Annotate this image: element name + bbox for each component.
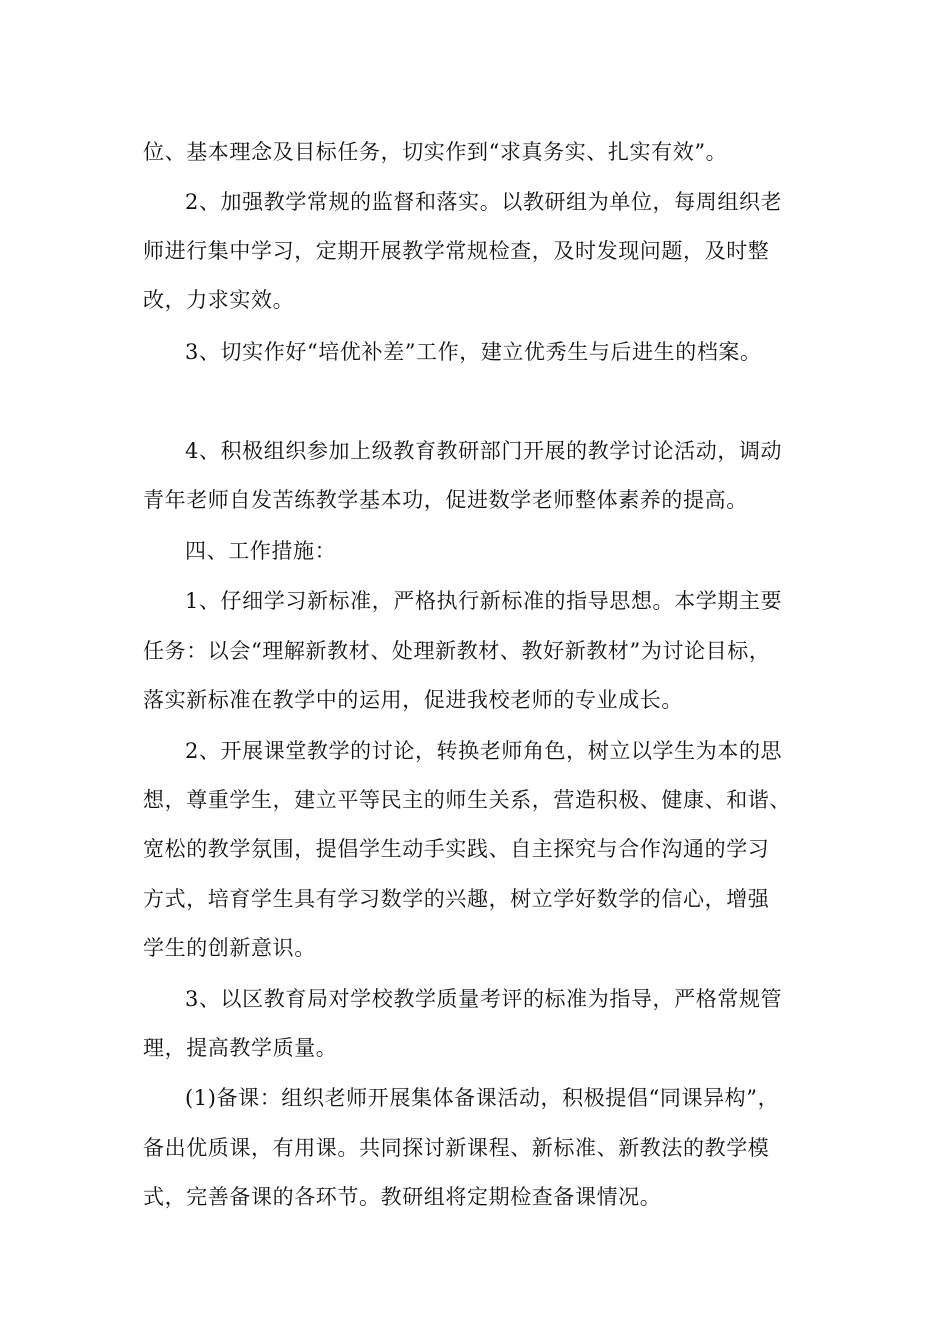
text-line: (1)备课：组织老师开展集体备课活动，积极提倡“同课异构”， bbox=[185, 1086, 780, 1110]
text-line: 落实新标准在教学中的运用，促进我校老师的专业成长。 bbox=[143, 688, 683, 712]
text-line: 备出优质课，有用课。共同探讨新课程、新标准、新教法的教学模 bbox=[143, 1136, 770, 1160]
text-line: 想，尊重学生，建立平等民主的师生关系，营造积极、健康、和谐、 bbox=[143, 788, 791, 812]
text-line: 1、仔细学习新标准，严格执行新标准的指导思想。本学期主要 bbox=[185, 589, 783, 613]
text-line: 理，提高教学质量。 bbox=[143, 1036, 338, 1060]
text-line: 学生的创新意识。 bbox=[143, 936, 316, 960]
text-line: 改，力求实效。 bbox=[143, 288, 295, 312]
section-heading: 四、工作措施： bbox=[185, 539, 337, 563]
text-line: 2、开展课堂教学的讨论，转换老师角色，树立以学生为本的思 bbox=[185, 739, 783, 763]
text-line: 任务：以会“理解新教材、处理新教材、教好新教材”为讨论目标， bbox=[143, 639, 771, 663]
text-line: 3、切实作好“培优补差”工作，建立优秀生与后进生的档案。 bbox=[185, 340, 762, 364]
text-line: 4、积极组织参加上级教育教研部门开展的教学讨论活动，调动 bbox=[185, 439, 783, 463]
text-line: 宽松的教学氛围，提倡学生动手实践、自主探究与合作沟通的学习 bbox=[143, 837, 770, 861]
text-line: 3、以区教育局对学校教学质量考评的标准为指导，严格常规管 bbox=[185, 987, 783, 1011]
text-line: 方式，培育学生具有学习数学的兴趣，树立学好数学的信心，增强 bbox=[143, 887, 770, 911]
text-line: 式，完善备课的各环节。教研组将定期检查备课情况。 bbox=[143, 1185, 662, 1209]
text-line: 位、基本理念及目标任务，切实作到“求真务实、扎实有效”。 bbox=[143, 140, 728, 164]
text-line: 师进行集中学习，定期开展教学常规检查，及时发现问题，及时整 bbox=[143, 239, 770, 263]
text-line: 2、加强教学常规的监督和落实。以教研组为单位，每周组织老 bbox=[185, 190, 783, 214]
text-line: 青年老师自发苦练教学基本功，促进数学老师整体素养的提高。 bbox=[143, 488, 748, 512]
